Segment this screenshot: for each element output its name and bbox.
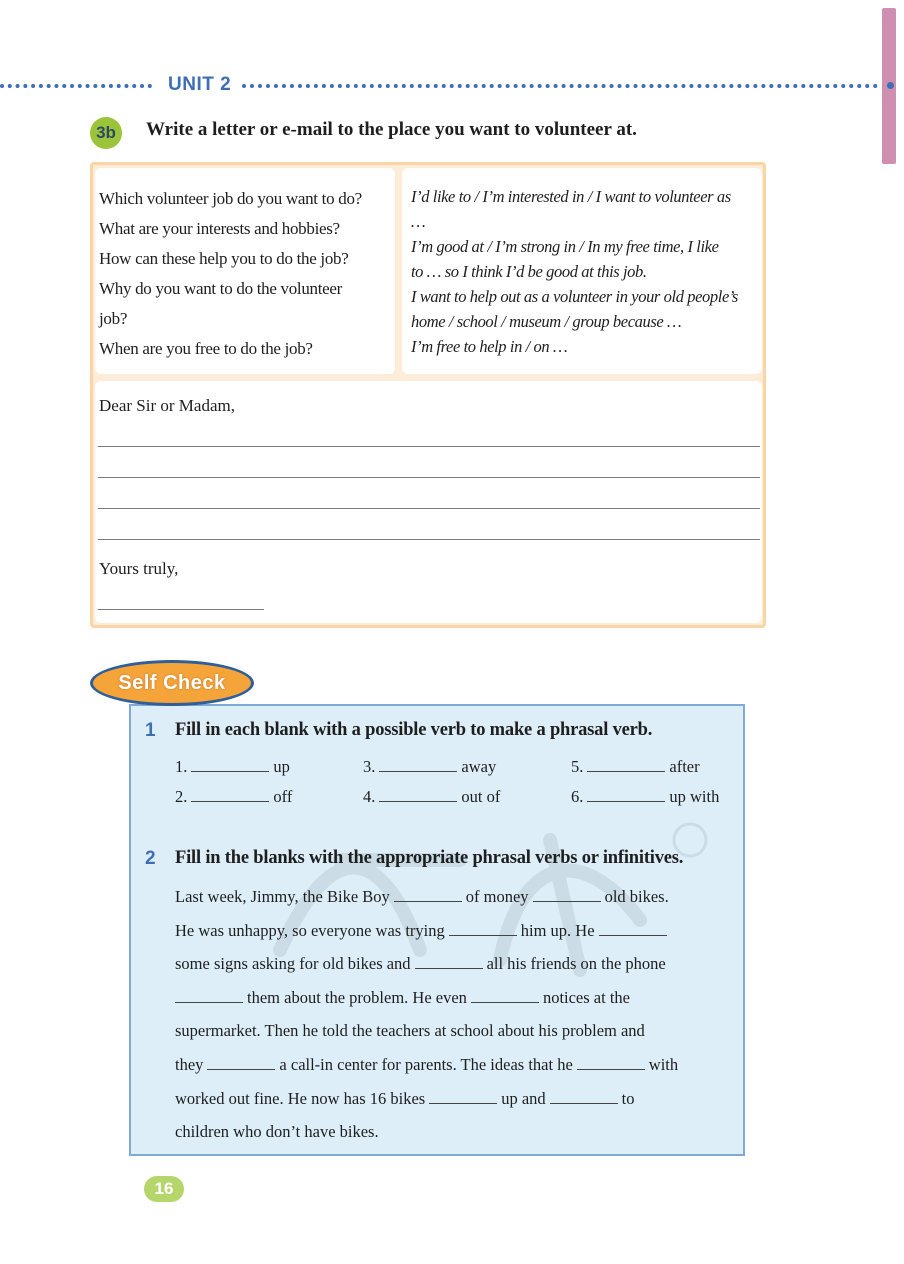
passage-line [175,981,735,1015]
letter-writing-line-2[interactable] [98,477,760,478]
letter-writing-line-3[interactable] [98,508,760,509]
ex1-item-1 [175,757,290,777]
ex1-item-3 [363,757,496,777]
passage-text: a call-in center for parents. The ideas that he [279,1054,573,1074]
answer-blank[interactable] [429,1089,497,1104]
signature-line[interactable] [98,609,264,610]
answer-blank[interactable] [379,787,457,802]
answer-blank[interactable] [471,988,539,1003]
passage-line [175,1082,735,1116]
ex1-item-4 [363,787,500,807]
answer-blank[interactable] [550,1089,618,1104]
item-number: 1. [175,757,188,776]
phrase-line: I’m free to help in / on … [411,337,568,356]
answer-blank[interactable] [191,757,269,772]
letter-panel [95,381,762,623]
passage-text: children who don’t have bikes. [175,1122,379,1142]
passage-line [175,1048,735,1082]
header-dotted-line-left [0,84,152,88]
passage-text: of money [465,887,529,906]
question-line: Which volunteer job do you want to do? [99,189,362,208]
answer-blank[interactable] [175,988,243,1003]
ex1-item-6 [571,787,719,807]
phrase-line: I’m good at / I’m strong in / In my free time, I like [411,237,719,256]
header-dotted-line-right [242,84,878,88]
letter-greeting: Dear Sir or Madam, [99,396,235,415]
passage-text: He was unhappy, so everyone was trying [175,920,445,940]
question-line: Why do you want to do the volunteer [99,279,343,298]
passage-text: notices at the [542,987,630,1007]
answer-blank[interactable] [191,787,269,802]
phrase-line: home / school / museum / group because … [411,312,682,331]
self-check-badge: Self Check [90,660,254,706]
phrase-line: I’d like to / I’m interested in / I want to volunteer as [411,187,731,206]
item-number: 3. [363,757,376,776]
question-line: job? [99,309,128,328]
answer-blank[interactable] [533,887,601,902]
item-particle: out of [461,787,501,806]
passage-line [175,880,735,914]
exercise-1-title: Fill in each blank with a possible verb to make a phrasal verb. [175,720,653,740]
passage-text: some signs asking for old bikes and [175,954,411,974]
item-number: 6. [571,787,584,806]
answer-blank[interactable] [394,887,462,902]
passage-text: supermarket. Then he told the teachers at school about his problem and [175,1021,645,1041]
exercise-2-title: Fill in the blanks with the appropriate phrasal verbs or infinitives. [175,848,684,868]
ex1-item-2 [175,787,292,807]
phrases-list [411,184,759,359]
question-line: What are your interests and hobbies? [99,219,340,238]
passage-text: him up. He [520,920,595,940]
passage-text: worked out fine. He now has 16 bikes [175,1088,426,1108]
passage-text: to [621,1088,635,1108]
answer-blank[interactable] [379,757,457,772]
answer-blank[interactable] [449,921,517,936]
answer-blank[interactable] [415,954,483,969]
passage-text: Last week, Jimmy, the Bike Boy [175,887,390,906]
exercise-2-passage [175,880,735,1149]
passage-text: old bikes. [604,887,669,906]
ex1-item-5 [571,757,700,777]
question-line: How can these help you to do the job? [99,249,349,268]
item-particle: up with [669,787,720,806]
passage-text: all his friends on the phone [486,954,666,974]
answer-blank[interactable] [207,1055,275,1070]
passage-line [175,914,735,948]
phrase-line: to … so I think I’d be good at this job. [411,262,647,281]
task-heading: Write a letter or e-mail to the place you want to volunteer at. [146,119,637,140]
task-badge: 3b [90,117,122,149]
passage-text: them about the problem. He even [247,987,467,1007]
item-particle: away [461,757,497,776]
header-dot [887,82,894,89]
unit-label: UNIT 2 [168,74,232,95]
page-number: 16 [144,1176,184,1202]
letter-writing-line-1[interactable] [98,446,760,447]
item-particle: after [669,757,700,776]
letter-closing: Yours truly, [99,559,179,578]
passage-text: they [175,1054,204,1074]
answer-blank[interactable] [577,1055,645,1070]
passage-line [175,1115,735,1149]
answer-blank[interactable] [587,787,665,802]
passage-line [175,1014,735,1048]
item-particle: up [273,757,290,776]
item-number: 5. [571,757,584,776]
item-number: 2. [175,787,188,806]
phrase-line: I want to help out as a volunteer in your old people’s [411,287,738,306]
passage-text: up and [501,1088,546,1108]
exercise-1-number: 1 [145,720,156,741]
item-number: 4. [363,787,376,806]
questions-list [99,184,395,364]
question-line: When are you free to do the job? [99,339,313,358]
exercise-2-number: 2 [145,848,156,869]
passage-line [175,947,735,981]
answer-blank[interactable] [587,757,665,772]
passage-text: with [648,1054,679,1074]
letter-writing-line-4[interactable] [98,539,760,540]
answer-blank[interactable] [599,921,667,936]
phrase-line: … [411,212,426,231]
item-particle: off [273,787,293,806]
